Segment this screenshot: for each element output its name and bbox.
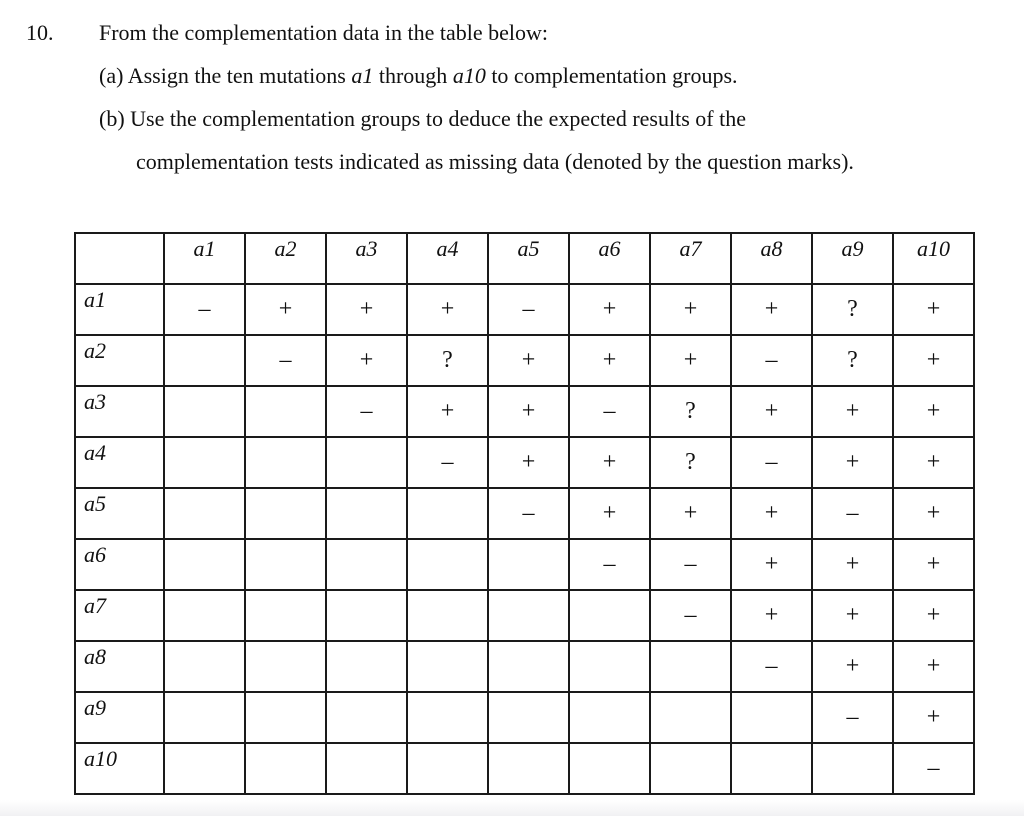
complementation-result: +	[926, 347, 941, 373]
column-header-a10: a10	[893, 233, 974, 284]
table-cell	[488, 386, 569, 437]
complementation-result: –	[765, 653, 778, 679]
table-cell	[488, 743, 569, 794]
table-cell	[164, 590, 245, 641]
table-cell	[407, 386, 488, 437]
complementation-result: +	[278, 296, 293, 322]
table-cell	[164, 437, 245, 488]
table-cell	[326, 335, 407, 386]
part-a-pre: Assign the ten mutations	[127, 63, 352, 88]
table-cell	[569, 437, 650, 488]
table-cell	[164, 386, 245, 437]
row-header-a3: a3	[75, 386, 164, 437]
complementation-result: +	[764, 602, 779, 628]
table-cell	[326, 692, 407, 743]
column-header-a3: a3	[326, 233, 407, 284]
table-cell	[164, 488, 245, 539]
complementation-result: ?	[685, 398, 696, 424]
complementation-result: +	[602, 347, 617, 373]
row-header-a5: a5	[75, 488, 164, 539]
table-cell	[731, 488, 812, 539]
table-cell	[650, 284, 731, 335]
table-cell	[569, 386, 650, 437]
complementation-result: +	[602, 449, 617, 475]
complementation-result: +	[602, 296, 617, 322]
complementation-result: +	[521, 398, 536, 424]
table-cell	[569, 641, 650, 692]
complementation-result: –	[846, 704, 859, 730]
table-cell	[164, 284, 245, 335]
complementation-result: +	[926, 551, 941, 577]
complementation-result: –	[684, 551, 697, 577]
table-cell	[893, 539, 974, 590]
complementation-result: +	[926, 602, 941, 628]
table-cell	[245, 590, 326, 641]
row-header-a2: a2	[75, 335, 164, 386]
table-cell	[488, 284, 569, 335]
column-header-a2: a2	[245, 233, 326, 284]
complementation-result: –	[603, 551, 616, 577]
table-cell	[650, 335, 731, 386]
table-cell	[164, 641, 245, 692]
table-cell	[650, 437, 731, 488]
table-corner-cell	[75, 233, 164, 284]
table-cell	[650, 692, 731, 743]
table-cell	[326, 641, 407, 692]
table-cell	[569, 335, 650, 386]
table-row	[75, 335, 974, 386]
table-header-row	[75, 233, 974, 284]
complementation-result: +	[845, 551, 860, 577]
table-cell	[488, 539, 569, 590]
complementation-result: +	[926, 398, 941, 424]
table-cell	[407, 539, 488, 590]
table-cell	[812, 386, 893, 437]
table-cell	[893, 641, 974, 692]
part-a-mutation-last: a10	[452, 63, 486, 88]
complementation-result: –	[522, 500, 535, 526]
complementation-result: +	[845, 398, 860, 424]
table-cell	[893, 437, 974, 488]
complementation-result: ?	[442, 347, 453, 373]
complementation-result: –	[360, 398, 373, 424]
table-cell	[569, 284, 650, 335]
complementation-result: –	[603, 398, 616, 424]
table-cell	[488, 590, 569, 641]
table-cell	[731, 743, 812, 794]
table-cell	[245, 692, 326, 743]
row-header-a8: a8	[75, 641, 164, 692]
column-header-a7: a7	[650, 233, 731, 284]
table-row	[75, 284, 974, 335]
complementation-result: +	[683, 347, 698, 373]
row-header-a1: a1	[75, 284, 164, 335]
table-cell	[731, 539, 812, 590]
part-a-mid: through	[373, 63, 453, 88]
table-cell	[488, 692, 569, 743]
table-cell	[650, 743, 731, 794]
part-b-line-1: (b) Use the complementation groups to deduce the expected results of the	[99, 106, 746, 131]
table-cell	[893, 386, 974, 437]
table-row	[75, 386, 974, 437]
complementation-result: +	[926, 500, 941, 526]
table-cell	[812, 539, 893, 590]
complementation-result: +	[521, 449, 536, 475]
table-cell	[245, 284, 326, 335]
table-cell	[407, 488, 488, 539]
table-cell	[650, 539, 731, 590]
table-cell	[326, 743, 407, 794]
column-header-a1: a1	[164, 233, 245, 284]
complementation-result: –	[765, 347, 778, 373]
complementation-result: +	[359, 347, 374, 373]
table-cell	[488, 437, 569, 488]
complementation-result: –	[846, 500, 859, 526]
complementation-result: +	[764, 296, 779, 322]
question-intro: From the complementation data in the table below:	[99, 20, 549, 45]
complementation-result: –	[441, 449, 454, 475]
table-cell	[326, 437, 407, 488]
complementation-result: +	[521, 347, 536, 373]
complementation-result: +	[926, 704, 941, 730]
table-cell	[164, 335, 245, 386]
column-header-a5: a5	[488, 233, 569, 284]
row-header-a10: a10	[75, 743, 164, 794]
complementation-result: –	[198, 296, 211, 322]
table-cell	[812, 488, 893, 539]
table-cell	[569, 539, 650, 590]
table-cell	[245, 743, 326, 794]
table-cell	[407, 692, 488, 743]
table-cell	[407, 743, 488, 794]
table-cell	[731, 641, 812, 692]
table-row	[75, 641, 974, 692]
table-cell	[407, 284, 488, 335]
part-a-text	[99, 63, 738, 89]
table-cell	[407, 590, 488, 641]
table-cell	[893, 692, 974, 743]
complementation-result: +	[683, 500, 698, 526]
table-cell	[731, 692, 812, 743]
row-header-a6: a6	[75, 539, 164, 590]
table-row	[75, 437, 974, 488]
complementation-result: +	[926, 653, 941, 679]
table-cell	[893, 335, 974, 386]
table-cell	[488, 641, 569, 692]
row-header-a9: a9	[75, 692, 164, 743]
complementation-result: ?	[685, 449, 696, 475]
table-cell	[650, 641, 731, 692]
complementation-result: +	[764, 551, 779, 577]
column-header-a4: a4	[407, 233, 488, 284]
complementation-result: +	[764, 398, 779, 424]
table-cell	[812, 743, 893, 794]
complementation-result: +	[440, 296, 455, 322]
table-cell	[326, 284, 407, 335]
table-cell	[245, 641, 326, 692]
table-cell	[245, 488, 326, 539]
table-cell	[731, 437, 812, 488]
part-a-mutation-first: a1	[351, 63, 374, 88]
row-header-a4: a4	[75, 437, 164, 488]
row-header-a7: a7	[75, 590, 164, 641]
complementation-result: –	[279, 347, 292, 373]
table-cell	[326, 386, 407, 437]
complementation-result: +	[440, 398, 455, 424]
table-row	[75, 539, 974, 590]
table-cell	[650, 488, 731, 539]
table-cell	[650, 386, 731, 437]
table-cell	[812, 692, 893, 743]
bottom-edge-shadow	[0, 800, 1024, 816]
question-number: 10.	[26, 20, 54, 45]
table-cell	[164, 692, 245, 743]
table-cell	[488, 335, 569, 386]
table-cell	[326, 539, 407, 590]
table-cell	[812, 437, 893, 488]
column-header-a9: a9	[812, 233, 893, 284]
table-cell	[326, 590, 407, 641]
column-header-a6: a6	[569, 233, 650, 284]
table-cell	[893, 488, 974, 539]
table-cell	[407, 335, 488, 386]
table-row	[75, 590, 974, 641]
table-cell	[569, 743, 650, 794]
table-cell	[812, 590, 893, 641]
table-cell	[569, 488, 650, 539]
part-b-line-2: complementation tests indicated as missing data (denoted by the question marks).	[136, 149, 854, 174]
complementation-result: ?	[847, 347, 858, 373]
table-cell	[164, 743, 245, 794]
table-row	[75, 488, 974, 539]
table-cell	[812, 641, 893, 692]
complementation-result: +	[764, 500, 779, 526]
table-cell	[164, 539, 245, 590]
table-cell	[893, 590, 974, 641]
complementation-result: –	[765, 449, 778, 475]
complementation-result: +	[845, 653, 860, 679]
table-cell	[569, 590, 650, 641]
complementation-table	[74, 232, 975, 795]
part-a-label: (a)	[99, 63, 128, 88]
complementation-result: +	[602, 500, 617, 526]
table-row	[75, 743, 974, 794]
table-cell	[488, 488, 569, 539]
table-cell	[812, 284, 893, 335]
table-cell	[893, 743, 974, 794]
complementation-result: +	[926, 296, 941, 322]
table-cell	[731, 590, 812, 641]
complementation-result: +	[359, 296, 374, 322]
table-cell	[245, 539, 326, 590]
table-cell	[731, 386, 812, 437]
complementation-result: +	[845, 602, 860, 628]
table-cell	[650, 590, 731, 641]
table-cell	[731, 335, 812, 386]
table-cell	[326, 488, 407, 539]
part-a-post: to complementation groups.	[485, 63, 738, 88]
table-cell	[245, 386, 326, 437]
complementation-result: +	[926, 449, 941, 475]
complementation-result: +	[683, 296, 698, 322]
column-header-a8: a8	[731, 233, 812, 284]
table-cell	[731, 284, 812, 335]
table-cell	[893, 284, 974, 335]
complementation-result: +	[845, 449, 860, 475]
complementation-result: –	[522, 296, 535, 322]
table-cell	[245, 437, 326, 488]
complementation-result: ?	[847, 296, 858, 322]
table-cell	[407, 437, 488, 488]
complementation-result: –	[684, 602, 697, 628]
table-row	[75, 692, 974, 743]
complementation-result: –	[927, 755, 940, 781]
table-cell	[245, 335, 326, 386]
table-cell	[407, 641, 488, 692]
table-cell	[812, 335, 893, 386]
table-cell	[569, 692, 650, 743]
